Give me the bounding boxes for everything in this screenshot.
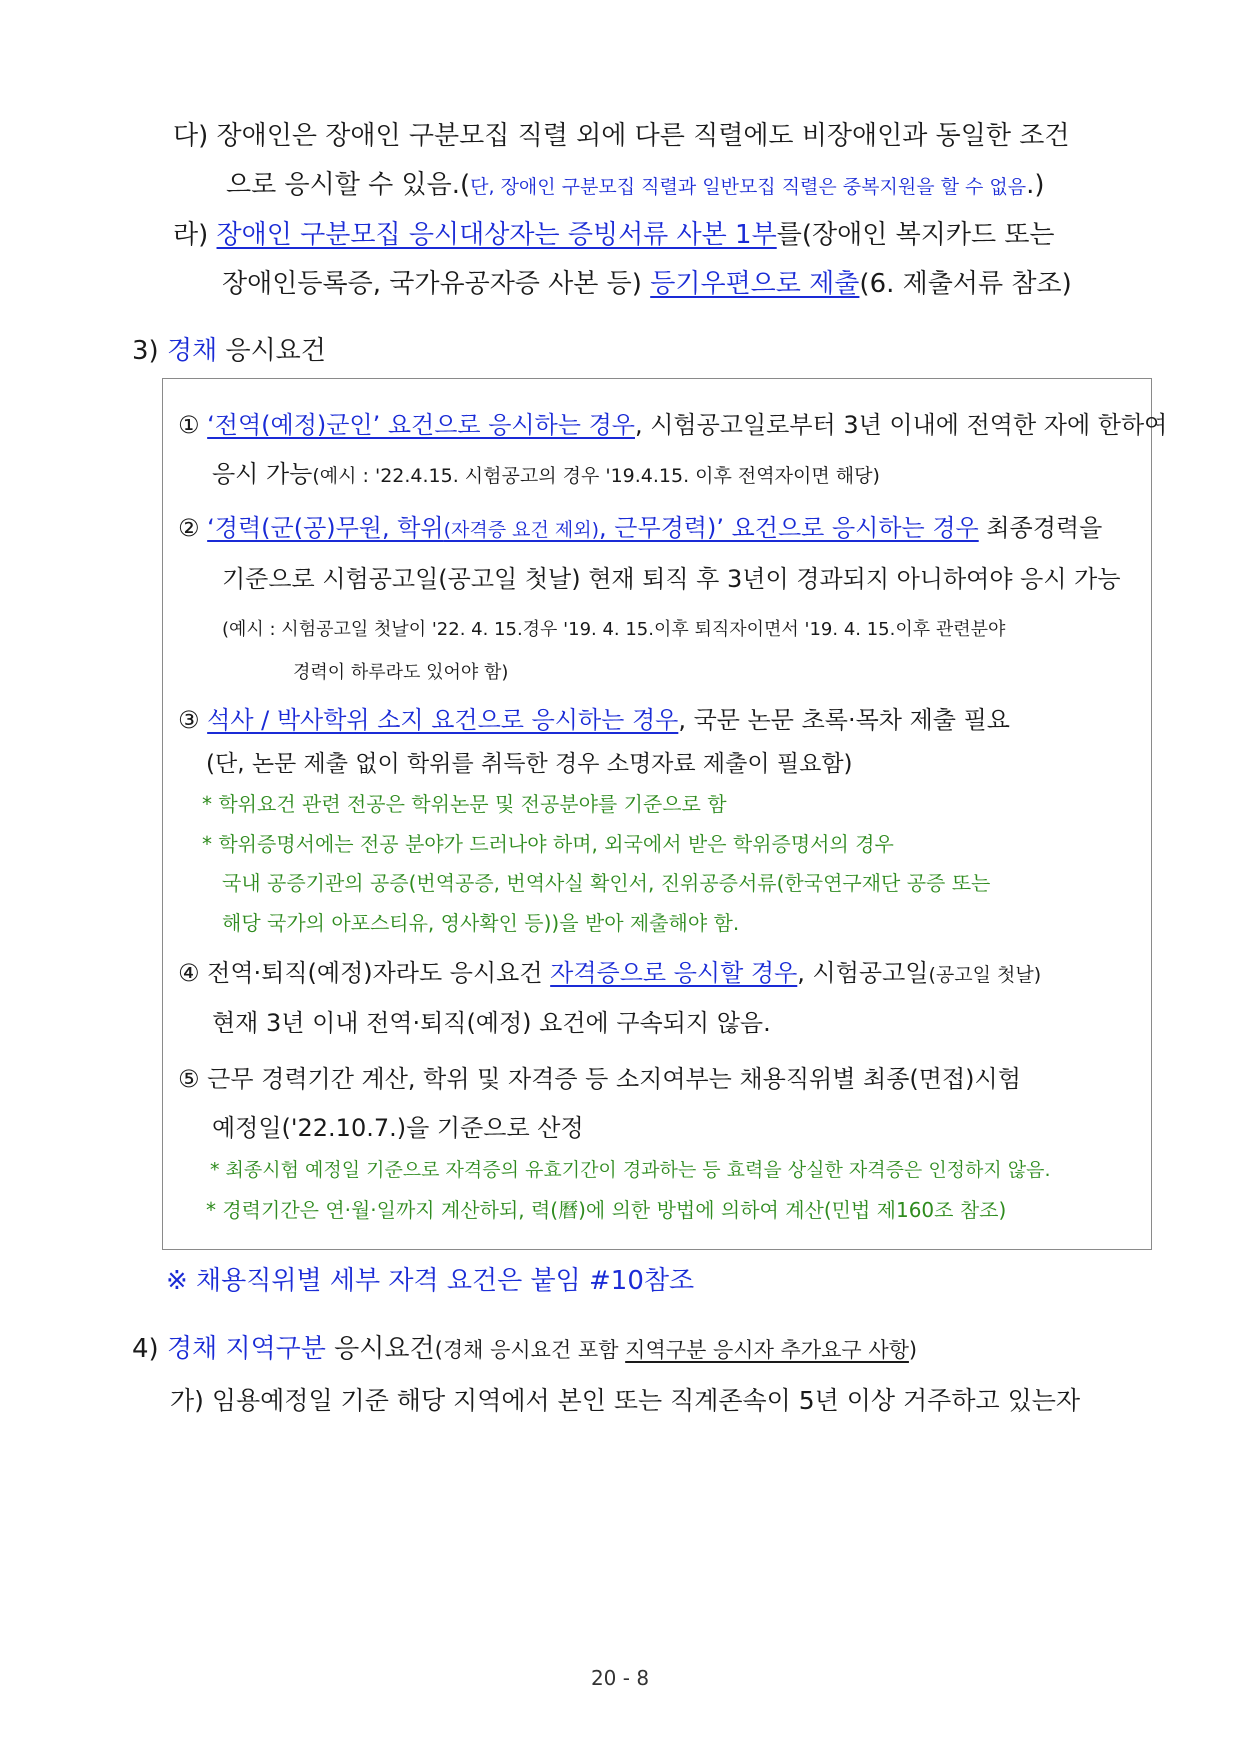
item-da-note: 단, 장애인 구분모집 직렬과 일반모집 직렬은 중복지원을 할 수 없음 <box>470 176 1027 198</box>
section-4-paren-c: ) <box>908 1338 918 1362</box>
req-2-line1 <box>178 511 1102 547</box>
section-4-heading <box>132 1332 917 1367</box>
req-1-text: , 시험공고일로부터 3년 이내에 전역한 자에 한하여 <box>634 411 1168 439</box>
req-1-link[interactable]: ‘전역(예정)군인’ 요건으로 응시하는 경우 <box>207 411 635 439</box>
req-3-note4: 해당 국가의 아포스티유, 영사확인 등))을 받아 제출해야 함. <box>222 911 740 935</box>
req-2-link-part1: ‘경력(군(공)무원, 학위 <box>207 514 444 542</box>
req-2-marker: ② <box>178 514 208 542</box>
req-2-text: 최종경력을 <box>978 514 1103 542</box>
item-ra-text: 를(장애인 복지카드 또는 <box>776 220 1055 250</box>
section-3-number: 3) <box>132 336 167 366</box>
req-3-marker: ③ <box>178 706 208 734</box>
item-da-line2 <box>226 168 1045 204</box>
item-ra-line1 <box>173 218 1055 252</box>
section-3-heading <box>132 334 326 368</box>
req-4-text: , 시험공고일 <box>797 959 929 987</box>
item-da-text: 으로 응시할 수 있음.( <box>226 170 471 200</box>
req-2-example-line2: 경력이 하루라도 있어야 함) <box>293 662 509 683</box>
req-3-note1: * 학위요건 관련 전공은 학위논문 및 전공분야를 기준으로 함 <box>202 792 727 816</box>
req-1-line2 <box>212 457 880 493</box>
req-5-line2: 예정일('22.10.7.)을 기준으로 산정 <box>212 1114 584 1142</box>
req-3-line2: (단, 논문 제출 없이 학위를 취득한 경우 소명자료 제출이 필요함) <box>206 751 853 777</box>
section-3-title: 응시요건 <box>217 336 326 366</box>
req-4-line2: 현재 3년 이내 전역·퇴직(예정) 요건에 구속되지 않음. <box>212 1009 771 1037</box>
item-ra-link-mail[interactable]: 등기우편으로 제출 <box>650 269 860 299</box>
req-2-link-part2: , 근무경력)’ 요건으로 응시하는 경우 <box>599 514 979 542</box>
req-5-note2: * 경력기간은 연·월·일까지 계산하되, 력(曆)에 의한 방법에 의하여 계산(민법 제160조 참조) <box>206 1198 1007 1222</box>
req-3-note2: * 학위증명서에는 전공 분야가 드러나야 하며, 외국에서 받은 학위증명서의 경우 <box>202 832 894 856</box>
section-4-title: 응시요건 <box>325 1334 435 1364</box>
item-ga: 가) 임용예정일 기준 해당 지역에서 본인 또는 직계존속이 5년 이상 거주하고 있는자 <box>170 1386 1081 1415</box>
req-3-note3: 국내 공증기관의 공증(번역공증, 번역사실 확인서, 진위공증서류(한국연구재단 공증 또는 <box>222 871 991 895</box>
section-4-number: 4) <box>132 1334 167 1364</box>
req-1-line1 <box>178 408 1167 442</box>
req-5-marker: ⑤ <box>178 1065 208 1093</box>
reference-note: ※ 채용직위별 세부 자격 요건은 붙임 #10참조 <box>166 1266 695 1296</box>
req-4-pre: 전역·퇴직(예정)자라도 응시요건 <box>207 959 551 987</box>
item-ra-ref: (6. 제출서류 참조) <box>859 269 1072 299</box>
req-1-text2: 응시 가능 <box>212 460 313 488</box>
section-4-paren-link[interactable]: 지역구분 응시자 추가요구 사항 <box>625 1338 909 1362</box>
item-da-line1: 다) 장애인은 장애인 구분모집 직렬 외에 다른 직렬에도 비장애인과 동일한 조건 <box>173 121 1070 151</box>
item-ra-line2 <box>222 267 1072 301</box>
req-2-line2: 기준으로 시험공고일(공고일 첫날) 현재 퇴직 후 3년이 경과되지 아니하여야 응시 가능 <box>222 565 1121 593</box>
req-4-marker: ④ <box>178 959 208 987</box>
section-3-keyword: 경채 <box>166 336 218 366</box>
req-4-small: (공고일 첫날) <box>928 964 1042 986</box>
req-2-link[interactable] <box>207 514 979 542</box>
req-3-line1 <box>178 703 1010 737</box>
req-2-link-small: (자격증 요건 제외) <box>443 519 599 541</box>
item-ra-text2: 장애인등록증, 국가유공자증 사본 등) <box>222 269 651 299</box>
req-4-line1 <box>178 956 1041 992</box>
req-2-example-line1: (예시 : 시험공고일 첫날이 '22. 4. 15.경우 '19. 4. 15.이후 퇴직자이면서 '19. 4. 15.이후 관련분야 <box>222 619 1006 640</box>
item-ra-marker: 라) <box>173 220 217 250</box>
req-3-link[interactable]: 석사 / 박사학위 소지 요건으로 응시하는 경우 <box>207 706 679 734</box>
req-3-text: , 국문 논문 초록·목차 제출 필요 <box>678 706 1010 734</box>
item-da-close: .) <box>1026 170 1045 200</box>
req-5-note1: * 최종시험 예정일 기준으로 자격증의 유효기간이 경과하는 등 효력을 상실한 자격증은 인정하지 않음. <box>210 1159 1051 1181</box>
page-number: 20 - 8 <box>590 1666 650 1690</box>
section-4-paren-a: (경채 응시요건 포함 <box>434 1338 626 1362</box>
item-ra-link-docs[interactable]: 장애인 구분모집 응시대상자는 증빙서류 사본 1부 <box>216 220 777 250</box>
req-1-example: (예시 : '22.4.15. 시험공고의 경우 '19.4.15. 이후 전역자이면 해당) <box>312 465 880 487</box>
req-5-line1 <box>178 1062 1021 1096</box>
req-4-link[interactable]: 자격증으로 응시할 경우 <box>550 959 798 987</box>
req-1-marker: ① <box>178 411 208 439</box>
section-4-keyword: 경채 지역구분 <box>166 1334 326 1364</box>
req-5-text: 근무 경력기간 계산, 학위 및 자격증 등 소지여부는 채용직위별 최종(면접)시험 <box>207 1065 1021 1093</box>
